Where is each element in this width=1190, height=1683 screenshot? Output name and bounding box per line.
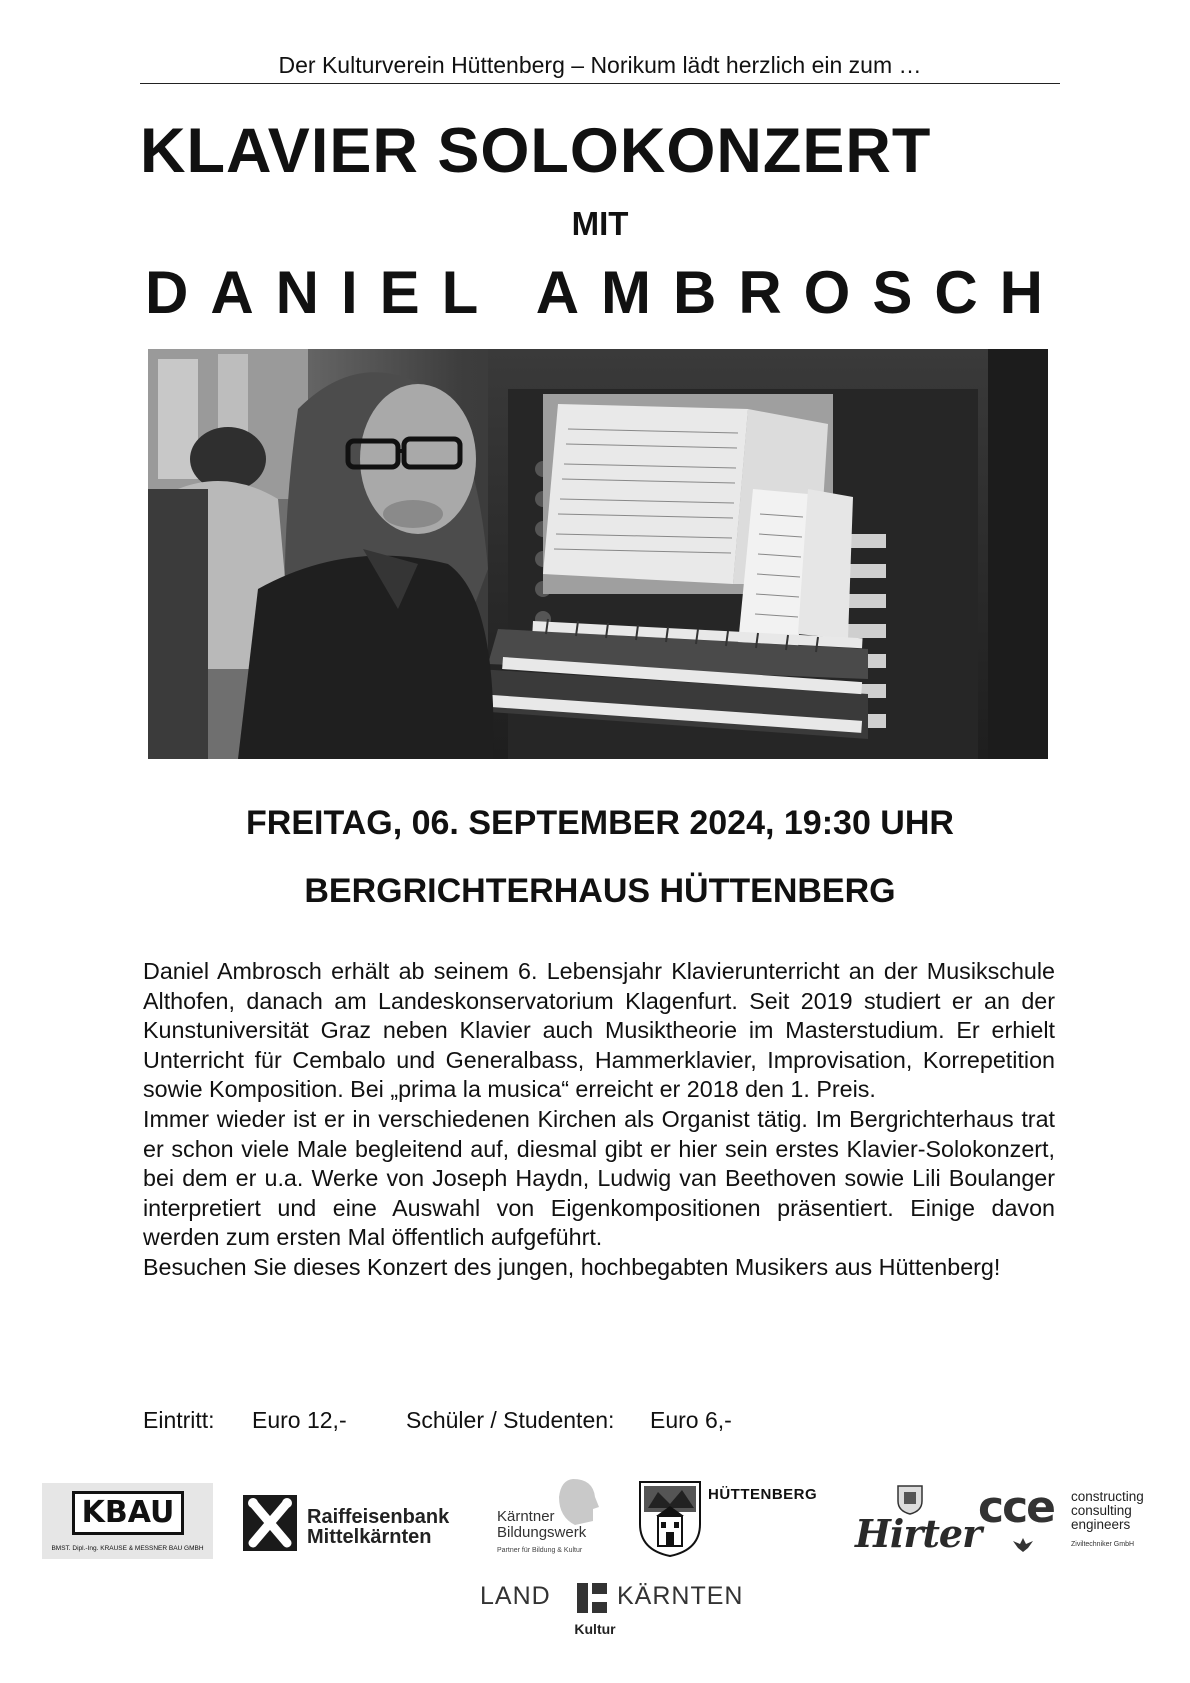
raiffeisen-name-line2: Mittelkärnten bbox=[307, 1526, 432, 1548]
cce-line1: constructing bbox=[1071, 1489, 1144, 1504]
raiffeisen-logo bbox=[243, 1495, 468, 1555]
huettenberg-name: HÜTTENBERG bbox=[708, 1486, 818, 1503]
header-divider bbox=[140, 83, 1060, 84]
bildungswerk-line2: Bildungswerk bbox=[497, 1524, 587, 1541]
land-label: LAND bbox=[480, 1582, 551, 1610]
bio-paragraph: Besuchen Sie dieses Konzert des jungen, hochbegabten Musikers aus Hüttenberg! bbox=[143, 1253, 1001, 1280]
hirter-wordmark: Hirter bbox=[855, 1511, 982, 1556]
land-kaernten-emblem-icon bbox=[577, 1583, 607, 1613]
cce-line2: consulting bbox=[1071, 1503, 1132, 1518]
cce-mark: cce bbox=[978, 1482, 1055, 1533]
hirter-logo bbox=[855, 1483, 982, 1563]
raiffeisen-name-line1: Raiffeisenbank bbox=[307, 1506, 450, 1528]
artist-photo bbox=[148, 349, 1048, 759]
bio-paragraph: Immer wieder ist er in verschiedenen Kirchen als Organist tätig. Im Bergrichterhaus trat er schon viele Male begleitend auf, diesmal gibt er hier sein erstes Klavier-Solokonzert, bei dem er u.a. Werke von Joseph Haydn, Ludwig van Beethoven sowie Lili Boulanger interpretiert und eine Auswahl von Eigenkompositionen präsentiert. Einige davon werden zum ersten Mal öffentlich aufgeführt. bbox=[143, 1105, 1055, 1251]
raiffeisen-gable-icon bbox=[243, 1495, 297, 1551]
mit-label: MIT bbox=[571, 205, 629, 242]
head-profile-icon bbox=[553, 1477, 599, 1527]
kbau-subtitle: BMST. Dipl.-Ing. KRAUSE & MESSNER BAU GMBH bbox=[51, 1545, 204, 1552]
artist-name: DANIEL AMBROSCH bbox=[145, 259, 1066, 326]
bildungswerk-logo bbox=[497, 1477, 612, 1561]
eagle-icon bbox=[1012, 1536, 1034, 1554]
cce-line3: engineers bbox=[1071, 1517, 1131, 1532]
student-price: Euro 6,- bbox=[650, 1407, 732, 1433]
bio-paragraph: Daniel Ambrosch erhält ab seinem 6. Lebensjahr Klavierunterricht an der Musikschule Althofen, danach am Landeskonservatorium Klagenfurt. Seit 2019 studiert er an der Kunstuniversität Graz neben Klavier auch Musiktheorie im Masterstudium. Er erhielt Unterricht für Cembalo und Generalbass, Hammerklavier, Improvisation, Korrepetition sowie Komposition. Bei „prima la musica“ erreicht er 2018 den 1. Preis. bbox=[143, 958, 1055, 1103]
kultur-label: Kultur bbox=[574, 1621, 616, 1637]
admission-label: Eintritt: bbox=[143, 1407, 215, 1433]
artist-bio bbox=[143, 957, 1055, 1283]
kbau-logo bbox=[42, 1483, 213, 1559]
bildungswerk-subtitle: Partner für Bildung & Kultur bbox=[497, 1547, 583, 1554]
bildungswerk-line1: Kärntner bbox=[497, 1508, 555, 1525]
intro-line: Der Kulturverein Hüttenberg – Norikum lädt herzlich ein zum … bbox=[278, 52, 922, 78]
land-kaernten-logo bbox=[460, 1578, 744, 1646]
coat-of-arms-icon bbox=[638, 1480, 702, 1558]
event-venue: BERGRICHTERHAUS HÜTTENBERG bbox=[304, 872, 896, 910]
kbau-mark: KBAU bbox=[72, 1491, 184, 1535]
cce-logo bbox=[978, 1482, 1178, 1560]
huettenberg-logo bbox=[638, 1480, 838, 1560]
admission-price: Euro 12,- bbox=[252, 1407, 347, 1433]
price-info bbox=[143, 1407, 732, 1434]
student-label: Schüler / Studenten: bbox=[406, 1407, 615, 1433]
concert-title: KLAVIER SOLOKONZERT bbox=[140, 116, 932, 186]
event-date: FREITAG, 06. SEPTEMBER 2024, 19:30 UHR bbox=[246, 804, 954, 842]
kaernten-label: KÄRNTEN bbox=[617, 1582, 744, 1610]
cce-subtitle: Ziviltechniker GmbH bbox=[1071, 1541, 1135, 1548]
